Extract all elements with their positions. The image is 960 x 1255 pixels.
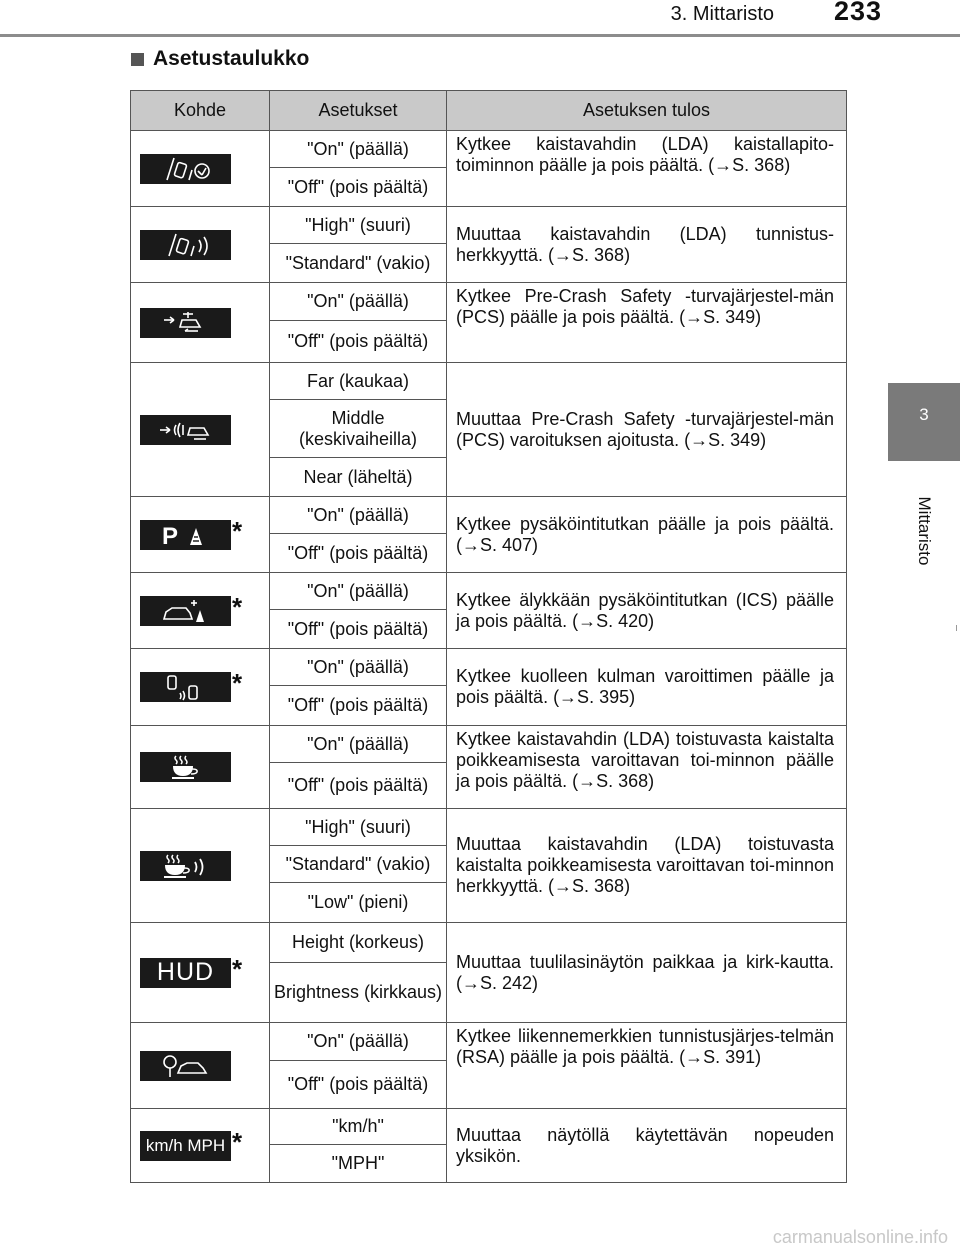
option-cell: "On" (päällä) xyxy=(270,1023,447,1061)
result-cell: Muuttaa Pre-Crash Safety -turvajärjestel-män (PCS) varoituksen ajoitusta. (→S. 349) xyxy=(447,363,847,497)
result-cell: Kytkee kuolleen kulman varoittimen päälle ja pois päältä. (→S. 395) xyxy=(447,649,847,726)
option-cell: "Off" (pois päältä) xyxy=(270,534,447,573)
table-row xyxy=(131,809,847,846)
lda-icon xyxy=(140,154,231,184)
icon-cell xyxy=(131,497,270,573)
option-cell: "Off" (pois päältä) xyxy=(270,168,447,207)
section-heading xyxy=(131,47,309,71)
option-cell: "Off" (pois päältä) xyxy=(270,321,447,363)
option-cell: "Off" (pois päältä) xyxy=(270,686,447,726)
result-cell: Kytkee Pre-Crash Safety -turvajärjestel-män (PCS) päälle ja pois päältä. (→S. 349) xyxy=(447,283,847,363)
watermark: carmanualsonline.info xyxy=(772,1227,948,1247)
icon-cell xyxy=(131,1109,270,1183)
col-header-asetukset: Asetukset xyxy=(270,91,447,131)
option-cell: "Standard" (vakio) xyxy=(270,846,447,883)
icon-cell xyxy=(131,923,270,1023)
icon-cell xyxy=(131,131,270,207)
option-cell: "On" (päällä) xyxy=(270,649,447,686)
icon-cell xyxy=(131,726,270,809)
option-cell: Height (korkeus) xyxy=(270,923,447,963)
result-cell: Kytkee pysäköintitutkan päälle ja pois päältä. (→S. 407) xyxy=(447,497,847,573)
pcs-timing-icon xyxy=(140,415,231,445)
chapter-tab-number: 3 xyxy=(919,405,929,424)
result-cell: Kytkee kaistavahdin (LDA) toistuvasta kaistalta poikkeamisesta varoittavan toi-minnon päälle ja pois päältä. (→S. 368) xyxy=(447,726,847,809)
table-row xyxy=(131,573,847,610)
option-cell: "High" (suuri) xyxy=(270,809,447,846)
option-cell: Middle (keskivaiheilla) xyxy=(270,400,447,458)
blind-spot-icon xyxy=(140,672,231,702)
header-rule xyxy=(0,34,960,37)
hud-icon xyxy=(140,958,231,988)
option-cell: "Off" (pois päältä) xyxy=(270,1061,447,1109)
icon-cell xyxy=(131,283,270,363)
table-row xyxy=(131,497,847,534)
settings-table xyxy=(130,90,847,1183)
footnote-star: * xyxy=(232,591,243,622)
side-mark xyxy=(956,625,957,631)
option-cell: "On" (päällä) xyxy=(270,283,447,321)
coffee-cup-icon xyxy=(140,752,231,782)
table-row xyxy=(131,726,847,763)
col-header-kohde: Kohde xyxy=(131,91,270,131)
option-cell: Far (kaukaa) xyxy=(270,363,447,400)
table-header-row xyxy=(131,91,847,131)
option-cell: "MPH" xyxy=(270,1145,447,1183)
table-row xyxy=(131,649,847,686)
parking-sensor-icon xyxy=(140,520,231,550)
result-cell: Kytkee kaistavahdin (LDA) kaistallapito-toiminnon päälle ja pois päältä. (→S. 368) xyxy=(447,131,847,207)
result-cell: Muuttaa näytöllä käytettävän nopeuden yksikön. xyxy=(447,1109,847,1183)
lda-sensitivity-icon xyxy=(140,230,231,260)
table-row xyxy=(131,363,847,400)
svg-text:P: P xyxy=(161,522,178,549)
speed-unit-icon-label: km/h MPH xyxy=(145,1135,226,1155)
option-cell: Brightness (kirkkaus) xyxy=(270,963,447,1023)
table-row xyxy=(131,923,847,963)
square-bullet-icon xyxy=(131,53,144,66)
footnote-star: * xyxy=(232,515,243,546)
pcs-icon xyxy=(140,308,231,338)
result-cell: Kytkee liikennemerkkien tunnistusjärjes-telmän (RSA) päälle ja pois päältä. (→S. 391) xyxy=(447,1023,847,1109)
section-title: Asetustaulukko xyxy=(153,47,310,70)
coffee-cup-sensitivity-icon xyxy=(140,851,231,881)
option-cell: "On" (päällä) xyxy=(270,497,447,534)
hud-icon-label: HUD xyxy=(156,958,215,986)
option-cell: "Off" (pois päältä) xyxy=(270,763,447,809)
footnote-star: * xyxy=(232,953,243,984)
page-header xyxy=(0,0,960,36)
option-cell: "km/h" xyxy=(270,1109,447,1145)
icon-cell xyxy=(131,1023,270,1109)
icon-cell xyxy=(131,207,270,283)
icon-cell xyxy=(131,809,270,923)
icon-cell xyxy=(131,363,270,497)
table-row xyxy=(131,1023,847,1061)
option-cell: "High" (suuri) xyxy=(270,207,447,244)
result-cell: Kytkee älykkään pysäköintitutkan (ICS) päälle ja pois päältä. (→S. 420) xyxy=(447,573,847,649)
page-number: 233 xyxy=(833,0,882,26)
table-row xyxy=(131,207,847,244)
chapter-tab xyxy=(888,383,960,461)
option-cell: "On" (päällä) xyxy=(270,573,447,610)
table-row xyxy=(131,131,847,168)
chapter-side-label xyxy=(888,461,960,601)
table-row xyxy=(131,283,847,321)
option-cell: Near (läheltä) xyxy=(270,458,447,497)
footnote-star: * xyxy=(232,667,243,698)
option-cell: "Off" (pois päältä) xyxy=(270,610,447,649)
speed-unit-icon xyxy=(140,1131,231,1161)
result-cell: Muuttaa kaistavahdin (LDA) tunnistus-herkkyyttä. (→S. 368) xyxy=(447,207,847,283)
option-cell: "Low" (pieni) xyxy=(270,883,447,923)
ics-icon xyxy=(140,596,231,626)
result-cell: Muuttaa kaistavahdin (LDA) toistuvasta kaistalta poikkeamisesta varoittavan toi-minnon herkkyyttä. (→S. 368) xyxy=(447,809,847,923)
footnote-star: * xyxy=(232,1126,243,1157)
result-cell: Muuttaa tuulilasinäytön paikkaa ja kirk-kautta. (→S. 242) xyxy=(447,923,847,1023)
option-cell: "Standard" (vakio) xyxy=(270,244,447,283)
rsa-icon xyxy=(140,1051,231,1081)
option-cell: "On" (päällä) xyxy=(270,131,447,168)
icon-cell xyxy=(131,573,270,649)
option-cell: "On" (päällä) xyxy=(270,726,447,763)
chapter-side-label-text: Mittaristo xyxy=(915,496,934,566)
col-header-tulos: Asetuksen tulos xyxy=(447,91,847,131)
table-row xyxy=(131,1109,847,1145)
icon-cell xyxy=(131,649,270,726)
chapter-title: 3. Mittaristo xyxy=(670,3,774,25)
